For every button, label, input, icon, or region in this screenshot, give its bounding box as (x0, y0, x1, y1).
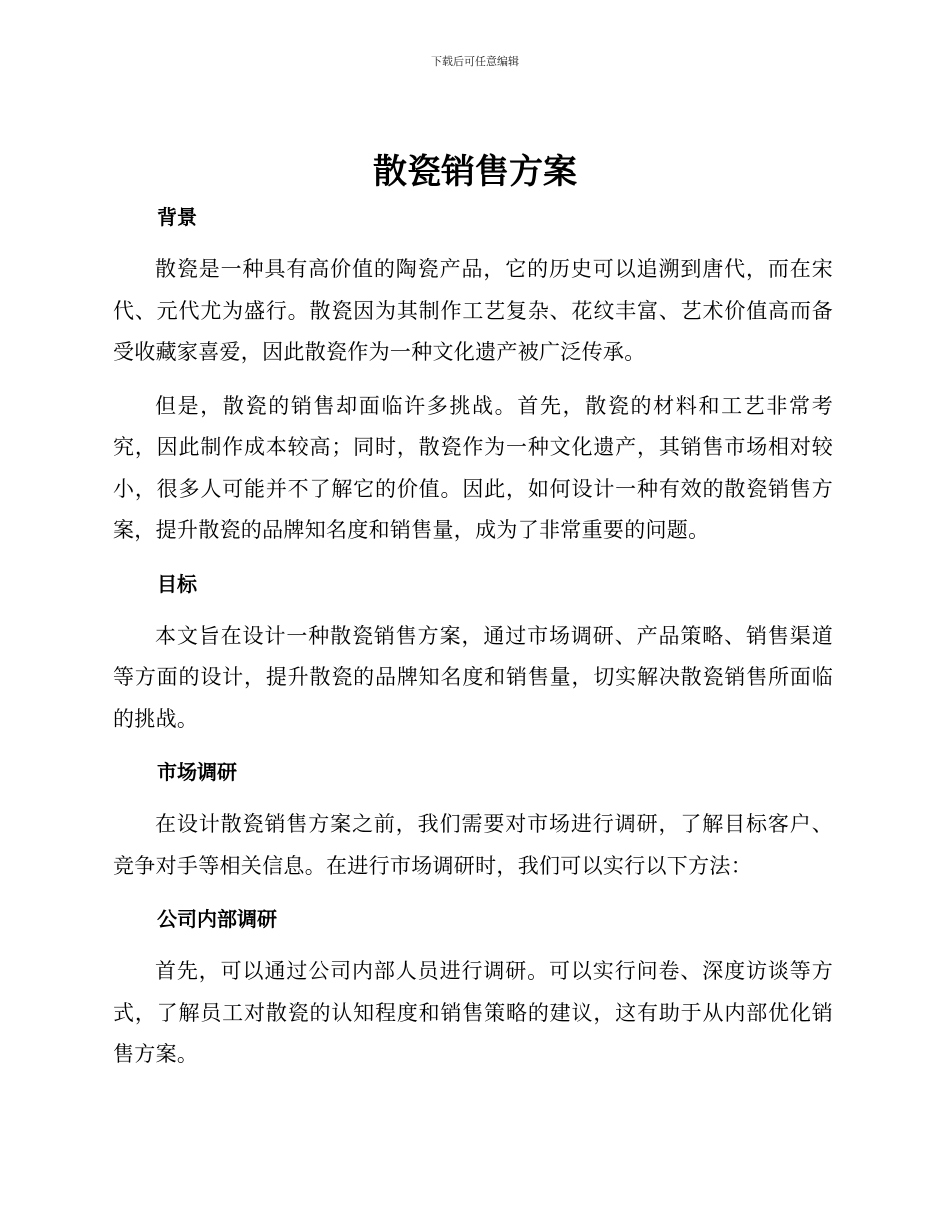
paragraph-background-1: 散瓷是一种具有高价值的陶瓷产品，它的历史可以追溯到唐代，而在宋代、元代尤为盛行。散瓷因为其制作工艺复杂、花纹丰富、艺术价值高而备受收藏家喜爱，因此散瓷作为一种文化遗产被广泛传承。 (113, 257, 833, 364)
paragraph-market-research-1: 在设计散瓷销售方案之前，我们需要对市场进行调研，了解目标客户、竞争对手等相关信息。在进行市场调研时，我们可以实行以下方法： (113, 812, 833, 878)
paragraph-internal-research-1: 首先，可以通过公司内部人员进行调研。可以实行问卷、深度访谈等方式，了解员工对散瓷的认知程度和销售策略的建议，这有助于从内部优化销售方案。 (113, 959, 833, 1066)
section-heading-market-research: 市场调研 (157, 760, 237, 784)
page-header-note: 下载后可任意编辑 (431, 55, 519, 68)
document-body (113, 203, 833, 1076)
section-heading-internal-research: 公司内部调研 (157, 907, 277, 931)
document-title: 散瓷销售方案 (373, 152, 577, 192)
section-heading-goal: 目标 (157, 571, 197, 596)
section-heading-background: 背景 (157, 205, 197, 229)
paragraph-goal-1: 本文旨在设计一种散瓷销售方案，通过市场调研、产品策略、销售渠道等方面的设计，提升散瓷的品牌知名度和销售量，切实解决散瓷销售所面临的挑战。 (113, 623, 833, 731)
paragraph-background-2: 但是，散瓷的销售却面临许多挑战。首先，散瓷的材料和工艺非常考究，因此制作成本较高；同时，散瓷作为一种文化遗产，其销售市场相对较小，很多人可能并不了解它的价值。因此，如何设计一种有效的散瓷销售方案，提升散瓷的品牌知名度和销售量，成为了非常重要的问题。 (113, 393, 833, 542)
